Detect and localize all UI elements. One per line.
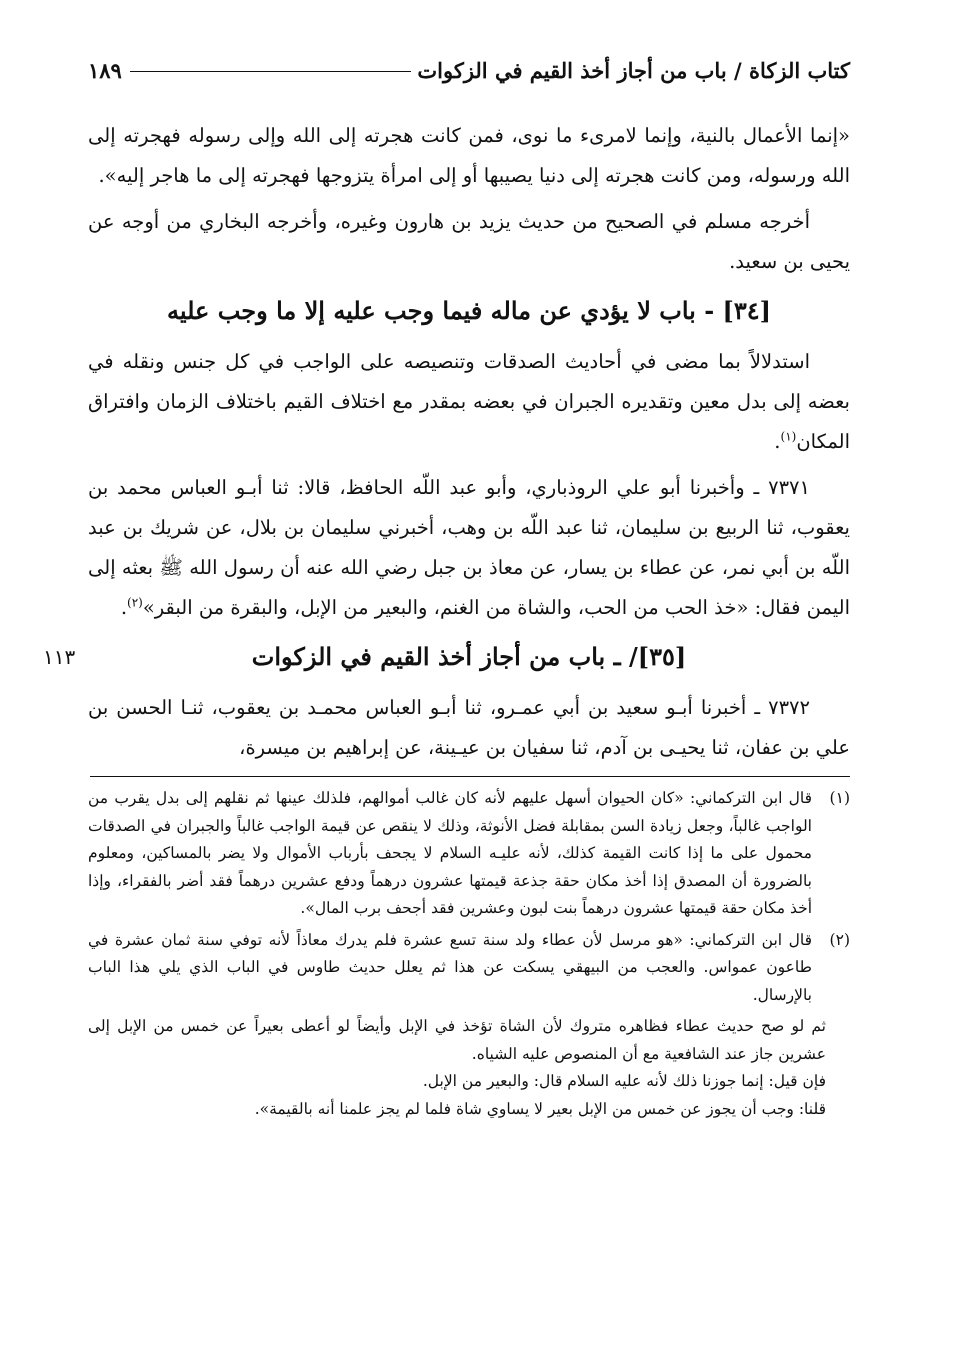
footnote-1-text: قال ابن التركماني: «كان الحيوان أسهل عليهم لأنه كان غالب أموالهم، فلذلك عينها ثم نقلهم إلى بدل يقرب من الواجب غالباً، وجعل زيادة السن بمقابلة فضل الأنوثة، وذلك لا ينقص عن قيمة الواجب غالباً والجبران في الصدقات محمول على ما إذا كانت القيمة كذلك، لأنه عليـه السلام لا يجحف بأرباب الأموال ولا يضر بالمساكين، ومعلوم بالضرورة أن المصدق إذا أخذ مكان حقة جذعة قيمتها عشرون درهماً ودفع عشرين درهماً فقد أضر بالفقراء، وإذا أخذ مكان حقة قيمتها عشرون درهماً بنت لبون وعشرين فقد أجحف برب المال». — [88, 789, 812, 917]
takhrij-paragraph: أخرجه مسلم في الصحيح من حديث يزيد بن هارون وغيره، وأخرجه البخاري من أوجه عن يحيى بن سعيد. — [88, 210, 850, 273]
footnote-1 — [88, 785, 850, 923]
hadith-7371-text: ٧٣٧١ ـ وأخبرنا أبو علي الروذباري، وأبو عبد اللّه الحافظ، قالا: ثنا أبـو العباس محمد بن يعقوب، ثنا الربيع بن سليمان، ثنا عبد اللّه بن وهب، أخبرني سليمان بن بلال، عن شريك بن عبد اللّه بن أبي نمر، عن عطاء بن يسار، عن معاذ بن جبل رضي الله عنه أن رسول الله ﷺ بعثه إلى اليمن فقال: «خذ الحب من الحب، والشاة من الغنم، والبعير من الإبل، والبقرة من البقر» — [88, 476, 850, 619]
footnote-2 — [88, 927, 850, 1010]
page-number: ١٨٩ — [88, 58, 122, 83]
manuscript-folio-number: ١١٣ — [43, 645, 76, 669]
chapter-heading-35: [٣٥]/ ـ باب من أجاز أخذ القيم في الزكوات — [251, 642, 687, 671]
header-rule — [130, 71, 412, 72]
running-title: كتاب الزكاة / باب من أجاز أخذ القيم في الزكوات — [417, 58, 850, 83]
footnote-2-continuation-3: قلنا: وجب أن يجوز عن خمس من الإبل بعير لا يساوي شاة فلما لم يجز علمنا أنه بالقيمة». — [254, 1099, 826, 1118]
footnote-2-continuation-2: فإن قيل: إنما جوزنا ذلك لأنه عليه السلام قال: والبعير من الإبل. — [422, 1072, 826, 1090]
running-header — [88, 58, 850, 98]
hadith-text: «إنما الأعمال بالنية، وإنما لامرىء ما نوى، فمن كانت هجرته إلى الله وإلى رسوله فهجرته إلى الله ورسوله، ومن كانت هجرته إلى دنيا يصيبها أو إلى امرأة يتزوجها فهجرته إلى ما هاجر إليه». — [88, 124, 850, 187]
footnote-1-number: (١) — [829, 789, 850, 807]
hadith-7371: ٧٣٧١ ـ وأخبرنا أبو علي الروذباري، وأبو عبد اللّه الحافظ، قالا: ثنا أبـو العباس محمد بن يعقوب، ثنا الربيع بن سليمان، ثنا عبد اللّه بن وهب، أخبرني سليمان بن بلال، عن شريك بن عبد اللّه بن أبي نمر، عن عطاء بن يسار، عن معاذ بن جبل رضي الله عنه أن رسول الله ﷺ بعثه إلى اليمن فقال: «خذ الحب من الحب، والشاة من الغنم، والبعير من الإبل، والبقرة من البقر»$^{(٢)}$. — [88, 476, 850, 619]
footnote-2-number: (٢) — [829, 930, 850, 949]
footnote-separator — [90, 776, 850, 777]
footnote-ref-2: (٢) — [127, 595, 143, 610]
chapter-heading-34: [٣٤] - باب لا يؤدي عن ماله فيما وجب عليه إلا ما وجب عليه — [167, 296, 771, 325]
chapter-34-intro-text: استدلالاً بما مضى في أحاديث الصدقات وتنصيصه على الواجب في كل جنس ونقله في بعضه إلى بدل معين وتقديره الجبران في بعضه بمقدر مع اختلاف القيم باختلاف الزمان وافتراق المكان — [88, 350, 850, 453]
footnote-2-text: قال ابن التركماني: «هو مرسل لأن عطاء ولد سنة تسع عشرة فلم يدرك معاذاً لأنه توفي سنة ثمان عشرة في طاعون عمواس. والعجب من البيهقي يسكت عن هذا ثم يعلل حديث طاوس في الباب الذي يلي هذا الباب بالإرسال. — [88, 930, 812, 1004]
footnote-2-continuation-1: ثم لو صح حديث عطاء فظاهره متروك لأن الشاة تؤخذ في الإبل وأيضاً لو أعطى بعيراً عن خمس من الإبل إلى عشرين جاز عند الشافعية مع أن المنصوص عليه الشياه. — [88, 1017, 826, 1063]
chapter-34-intro: استدلالاً بما مضى في أحاديث الصدقات وتنصيصه على الواجب في كل جنس ونقله في بعضه إلى بدل معين وتقديره الجبران في بعضه بمقدر مع اختلاف القيم باختلاف الزمان وافتراق المكان$^{(١)}$. — [88, 350, 850, 453]
hadith-7372: ٧٣٧٢ ـ أخبرنا أبـو سعيد بن أبي عمـرو، ثنا أبـو العباس محمـد بن يعقوب، ثنـا الحسن بن علي بن عفان، ثنا يحيـى بن آدم، ثنا سفيان بن عيـينة، عن إبراهيم بن ميسرة، — [88, 696, 850, 759]
footnote-ref-1: (١) — [780, 429, 797, 444]
